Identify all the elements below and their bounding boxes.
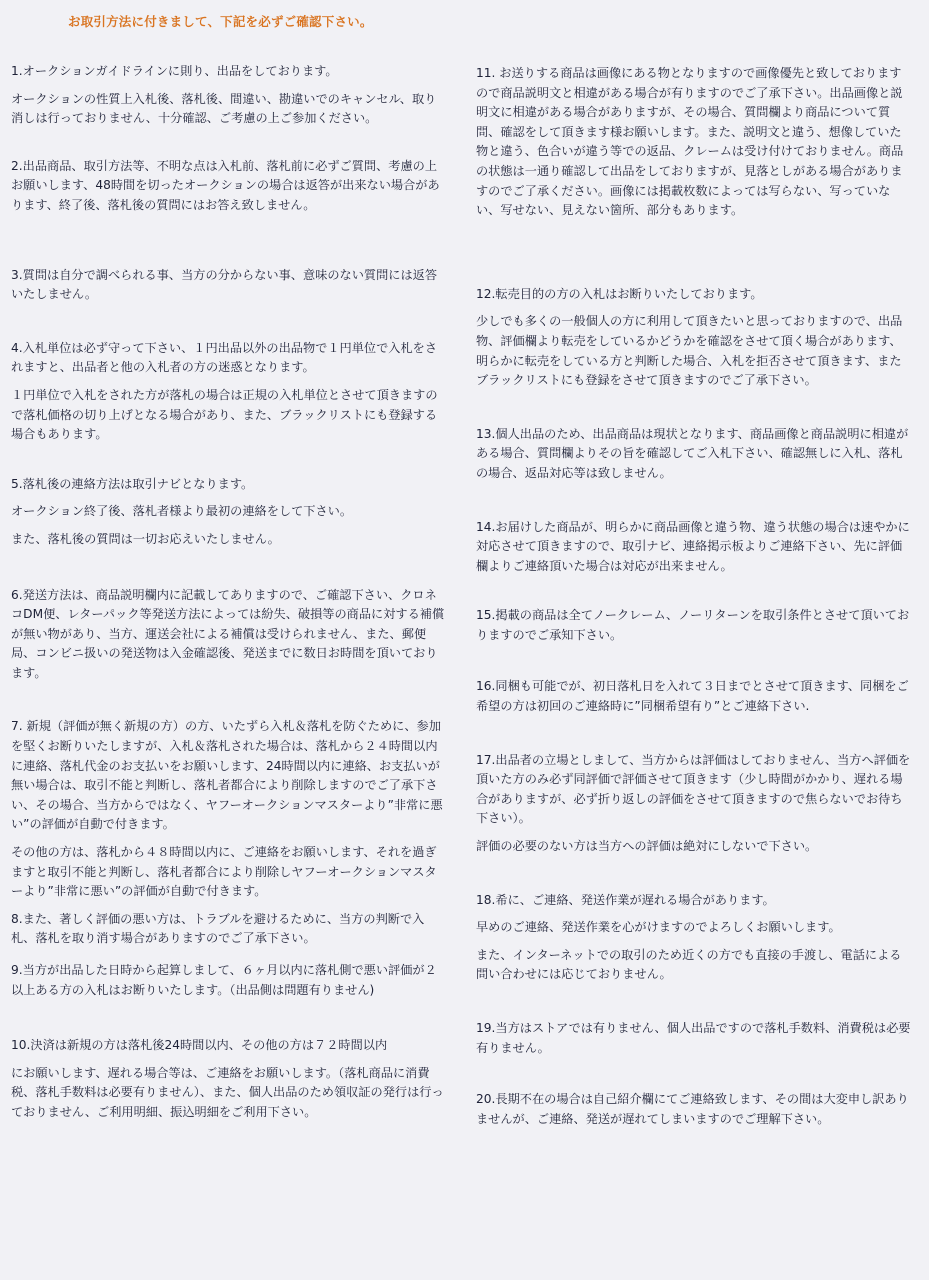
section-title: 7. 新規（評価が無く新規の方）の方、いたずら入札＆落札を防ぐために、参加を堅くお断りいたしますが、入札＆落札された場合は、落札から２４時間以内に連絡、落札代金のお支払いをお願いします、24時間以内に連絡、お支払いが無い場合は、取引不能と判断し、落札者都合により削除しますのでご了承下さい、その場合、当方からではなく、ヤフーオークションマスターより”非常に悪い”の評価が自動で付きます。	[11, 719, 443, 832]
terms-section	[476, 425, 912, 484]
section-title: 4.入札単位は必ず守って下さい、１円出品以外の出品物で１円単位で入札をされますと、出品者と他の入札者の方の迷惑となります。	[11, 340, 438, 375]
terms-section	[11, 717, 447, 949]
section-title: 10.決済は新規の方は落札後24時間以内、その他の方は７２時間以内	[11, 1038, 388, 1053]
section-text: 少しでも多くの一般個人の方に利用して頂きたいと思っておりますので、出品物、評価欄より転売をしているかどうかを確認をさせて頂く場合があります、明らかに転売をしている方と判断した場合、入札を拒否させて頂きます、またブラックリストにも登録をさせて頂きますのでご了承下さい。	[476, 314, 903, 388]
terms-section	[11, 339, 447, 445]
section-title: 11. お送りする商品は画像にある物となりますので画像優先と致しておりますので商品説明文と相違がある場合が有りますのでご了承下さい。出品画像と説明文に相違がある場合がありますが、その場合、質問欄より商品について質問、確認をして頂きます様お願いします。また、説明文と違う、想像していた物と違う、色合いが違う等での返品、クレームは受け付けておりません。商品の状態は一通り確認して出品をしておりますが、見落としがある場合がありますのでご了承ください。画像には掲載枚数によっては写らない、写っていない、写せない、見えない箇所、部分もあります。	[476, 66, 904, 218]
section-text: 早めのご連絡、発送作業を心がけますのでよろしくお願いします。	[476, 920, 841, 935]
terms-section	[476, 891, 912, 985]
section-title: 5.落札後の連絡方法は取引ナビとなります。	[11, 476, 254, 491]
terms-section	[476, 285, 912, 391]
section-title: 20.長期不在の場合は自己紹介欄にてご連絡致します、その間は大変申し訳ありませんが、ご連絡、発送が遅れてしまいますのでご理解下さい。	[476, 1092, 909, 1126]
section-title: 17.出品者の立場としまして、当方からは評価はしておりません、当方へ評価を頂いた方のみ必ず同評価で評価させて頂きます（少し時間がかかり、遅れる場合がありますが、必ず折り返しの評価をさせて頂きますので焦らないでお待ち下さい）。	[476, 752, 911, 826]
section-title: 1.オークションガイドラインに則り、出品をしております。	[11, 64, 338, 78]
terms-section	[476, 606, 912, 645]
section-title: 19.当方はストアでは有りません、個人出品ですので落札手数料、消費税は必要有りません。	[476, 1021, 911, 1055]
terms-section	[476, 677, 912, 716]
terms-section	[11, 62, 447, 129]
section-title: 15.掲載の商品は全てノークレーム、ノーリターンを取引条件とさせて頂いておりますのでご承知下さい。	[476, 608, 910, 642]
terms-section	[11, 1036, 447, 1122]
terms-section	[476, 64, 912, 221]
section-title: 2.出品商品、取引方法等、不明な点は入札前、落札前に必ずご質問、考慮の上お願いします、48時間を切ったオークションの場合は返答が出来ない場合があります、終了後、落札後の質問にはお答え致しません。	[11, 158, 440, 212]
section-text: オークションの性質上入札後、落札後、間違い、勘違いでのキャンセル、取り消しは行っておりません、十分確認、ご考慮の上ご参加ください。	[11, 91, 437, 126]
right-column	[476, 64, 912, 1137]
terms-section	[11, 475, 447, 550]
terms-section	[11, 586, 447, 684]
section-title: 9.当方が出品した日時から起算しまして、６ヶ月以内に落札側で悪い評価が２以上ある方の入札はお断りいたします。（出品側は問題有りません)	[11, 963, 437, 997]
section-title: 18.希に、ご連絡、発送作業が遅れる場合があります。	[476, 892, 775, 907]
terms-section	[476, 1019, 912, 1058]
section-text: １円単位で入札をされた方が落札の場合は正規の入札単位とさせて頂きますので落札価格の切り上げとなる場合があり、また、ブラックリストにも登録する場合もあります。	[11, 387, 438, 442]
section-text: その他の方は、落札から４８時間以内に、ご連絡をお願いします、それを過ぎますと取引不能と判断し、落札者都合により削除しヤフーオークションマスターより”非常に悪い”の評価が自動で付きます。	[11, 845, 437, 899]
section-text: また、落札後の質問は一切お応えいたしません。	[11, 531, 280, 546]
section-text: また、インターネットでの取引のため近くの方でも直接の手渡し、電話による問い合わせには応じておりません。	[476, 947, 902, 982]
terms-section	[476, 1090, 912, 1129]
section-text: オークション終了後、落札者様より最初の連絡をして下さい。	[11, 504, 353, 519]
section-title: 16.同梱も可能でが、初日落札日を入れて３日までとさせて頂きます、同梱をご希望の方は初回のご連絡時に”同梱希望有り”とご連絡下さい.	[476, 679, 909, 714]
section-text: 8.また、著しく評価の悪い方は、トラブルを避けるために、当方の判断で入札、落札を取り消す場合がありますのでご了承下さい。	[11, 911, 425, 946]
terms-section	[11, 157, 447, 216]
section-text: 評価の必要のない方は当方への評価は絶対にしないで下さい。	[476, 839, 818, 854]
left-column	[11, 62, 447, 1131]
terms-section	[476, 751, 912, 857]
terms-section	[11, 266, 447, 305]
section-title: 6.発送方法は、商品説明欄内に記載してありますので、ご確認下さい、クロネコDM便、レターパック等発送方法によっては紛失、破損等の商品に対する補償が無い物があり、当方、運送会社による補償は受けられません、また、郵便局、コンビニ扱いの発送物は入金確認後、発送までに数日お時間を頂いております。	[11, 587, 445, 680]
page-header: お取引方法に付きまして、下記を必ずご確認下さい。	[68, 14, 373, 29]
section-title: 12.転売目的の方の入札はお断りいたしております。	[476, 286, 763, 301]
terms-section	[476, 518, 912, 577]
section-title: 14.お届けした商品が、明らかに商品画像と違う物、違う状態の場合は速やかに対応させて頂きますので、取引ナビ、連絡掲示板よりご連絡下さい、先に評価欄よりご連絡頂いた場合は対応が出来ません。	[476, 519, 910, 573]
section-title: 13.個人出品のため、出品商品は現状となります、商品画像と商品説明に相違がある場合、質問欄よりその旨を確認してご入札下さい、確認無しに入札、落札の場合、返品対応等は致しません。	[476, 426, 909, 480]
terms-section	[11, 961, 447, 1000]
section-text: にお願いします、遅れる場合等は、ご連絡をお願いします。（落札商品に消費税、落札手数料は必要有りません）、また、個人出品のため領収証の発行は行っておりません、ご利用明細、振込明細をご利用下さい。	[11, 1065, 444, 1119]
section-title: 3.質問は自分で調べられる事、当方の分からない事、意味のない質問には返答いたしません。	[11, 267, 438, 302]
